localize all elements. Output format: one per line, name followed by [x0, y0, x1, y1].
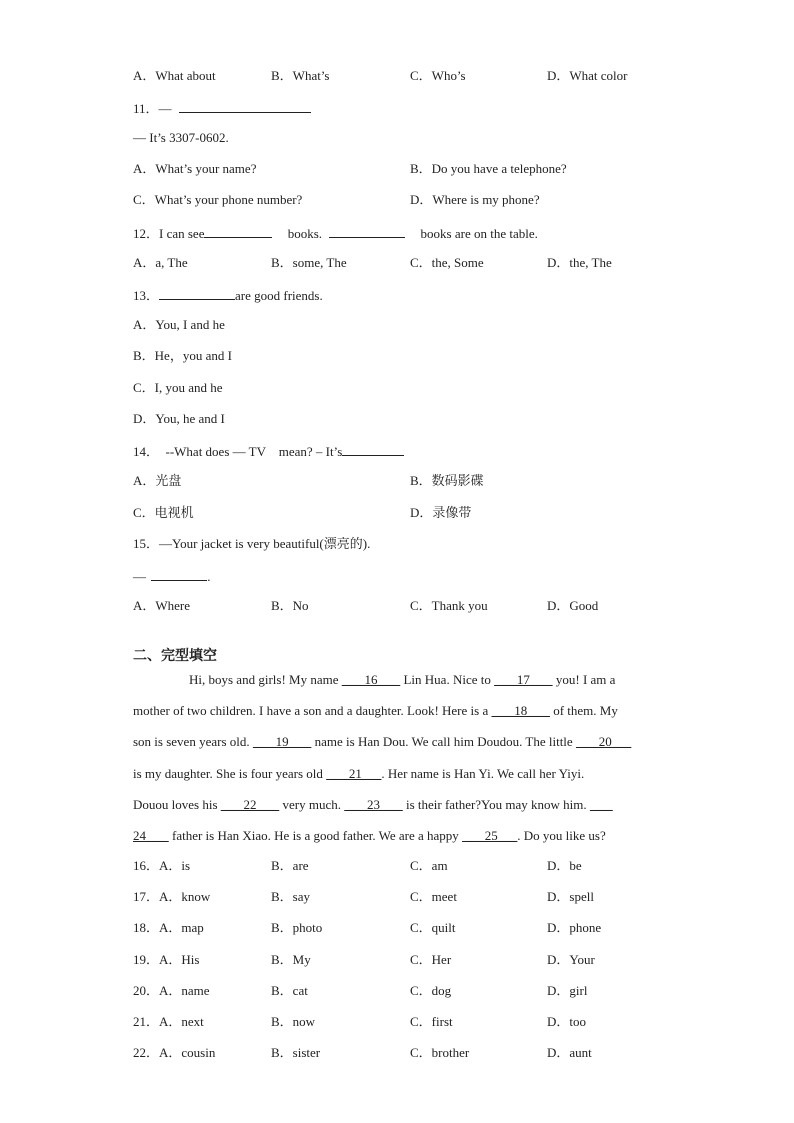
q10-option-c: C．Who’s [410, 68, 466, 83]
q13-stem: 13． are good friends. [133, 285, 323, 303]
q15-options [133, 597, 693, 615]
q11-option-b: B．Do you have a telephone? [410, 161, 567, 176]
q12-option-b: B．some, The [271, 255, 347, 270]
blank-24-start: ___ [589, 796, 613, 812]
q13-option-d: D．You, he and I [133, 411, 225, 426]
choice-16-a: 16．A．is [133, 858, 191, 873]
q12-blank-2 [329, 223, 405, 238]
blank-18: ___18___ [491, 703, 550, 719]
choice-18-a: 18．A．map [133, 920, 204, 935]
choice-21-d: D．too [547, 1014, 587, 1029]
choice-20-d: D．girl [547, 983, 588, 998]
passage-line-1: Hi, boys and girls! My name ___16___ Lin Hua. Nice to ___17___ you! I am a [189, 672, 616, 687]
choice-row-17 [133, 888, 693, 906]
choice-17-b: B．say [271, 889, 311, 904]
passage-line-5: Douou loves his ___22___ very much. ___23___ is their father?You may know him. ___ [133, 796, 613, 812]
q11-option-d: D．Where is my phone? [410, 192, 540, 207]
choice-18-d: D．phone [547, 920, 602, 935]
passage-line-3: son is seven years old. ___19___ name is Han Dou. We call him Doudou. The little ___20___ [133, 734, 632, 750]
blank-21: ___21___ [326, 765, 382, 781]
q14-option-b: B．数码影碟 [410, 473, 484, 488]
q14-option-a: A．光盘 [133, 473, 182, 488]
choice-22-a: 22．A．cousin [133, 1045, 216, 1060]
passage-line-6: 24___ father is Han Xiao. He is a good father. We are a happy ___25___. Do you like us? [133, 828, 606, 844]
choice-21-a: 21．A．next [133, 1014, 204, 1029]
blank-19: ___19___ [252, 734, 312, 750]
blank-17: ___17___ [494, 672, 553, 687]
choice-20-c: C．dog [410, 983, 452, 998]
choice-19-a: 19．A．His [133, 952, 200, 967]
choice-18-b: B．photo [271, 920, 323, 935]
choice-22-c: C．brother [410, 1045, 470, 1060]
choice-19-c: C．Her [410, 952, 452, 967]
q11-blank [179, 98, 311, 113]
q14-stem: 14． --What does — TV mean? – It’s [133, 441, 404, 459]
q10-option-a: A．What about [133, 68, 216, 83]
q11-option-a: A．What’s your name? [133, 161, 257, 176]
choice-17-a: 17．A．know [133, 889, 211, 904]
q15-option-c: C．Thank you [410, 598, 488, 613]
choice-row-21 [133, 1013, 693, 1031]
choice-row-20 [133, 982, 693, 1000]
passage-line-4: is my daughter. She is four years old ___21___. Her name is Han Yi. We call her Yiyi. [133, 765, 585, 781]
choice-row-22 [133, 1044, 693, 1062]
cloze-passage [133, 664, 653, 851]
q13-option-a: A．You, I and he [133, 317, 225, 332]
q10-option-b: B．What’s [271, 68, 330, 83]
q12-options [133, 254, 693, 272]
choice-19-d: D．Your [547, 952, 595, 967]
q15-option-d: D．Good [547, 598, 599, 613]
passage-line-2: mother of two children. I have a son and a daughter. Look! Here is a ___18___ of them. My [133, 703, 618, 719]
blank-16: ___16___ [341, 672, 401, 687]
q15-blank [151, 566, 207, 581]
choice-17-c: C．meet [410, 889, 457, 904]
q15-option-b: B．No [271, 598, 309, 613]
q15-stem: 15．—Your jacket is very beautiful(漂亮的). [133, 536, 371, 551]
q10-option-d: D．What color [547, 68, 628, 83]
q14-blank [342, 441, 404, 456]
q13-blank [159, 285, 235, 300]
q12-option-a: A．a, The [133, 255, 188, 270]
q14-option-d: D．录像带 [410, 505, 472, 520]
q11-stem: 11．— [133, 98, 311, 116]
choice-17-d: D．spell [547, 889, 594, 904]
choice-21-b: B．now [271, 1014, 316, 1029]
q11-answer-line: — It’s 3307-0602. [133, 130, 229, 145]
choice-22-d: D．aunt [547, 1045, 592, 1060]
choice-row-19 [133, 951, 693, 969]
blank-25: ___25___ [462, 828, 518, 844]
q15-option-a: A．Where [133, 598, 191, 613]
choice-20-a: 20．A．name [133, 983, 210, 998]
q10-options [133, 67, 693, 85]
choice-21-c: C．first [410, 1014, 453, 1029]
q14-option-c: C．电视机 [133, 505, 194, 520]
q12-blank-1 [204, 223, 272, 238]
choice-19-b: B．My [271, 952, 311, 967]
q12-option-d: D．the, The [547, 255, 612, 270]
choice-16-b: B．are [271, 858, 309, 873]
blank-23: ___23___ [344, 796, 403, 812]
q14-options-row1 [133, 472, 693, 490]
choice-row-16 [133, 857, 693, 875]
q11-options-row1 [133, 160, 693, 178]
choice-row-18 [133, 919, 693, 937]
q13-option-c: C．I, you and he [133, 380, 223, 395]
choice-16-d: D．be [547, 858, 582, 873]
q12-stem: 12．I can see books. books are on the table. [133, 223, 538, 241]
choice-18-c: C．quilt [410, 920, 456, 935]
q12-option-c: C．the, Some [410, 255, 484, 270]
q14-options-row2 [133, 504, 693, 522]
choice-20-b: B．cat [271, 983, 308, 998]
blank-24-end: 24___ [133, 828, 169, 844]
section-title: 二、完型填空 [133, 648, 217, 664]
q11-options-row2 [133, 191, 693, 209]
q11-option-c: C．What’s your phone number? [133, 192, 303, 207]
choice-16-c: C．am [410, 858, 448, 873]
q13-option-b: B．He，you and I [133, 348, 232, 363]
choice-22-b: B．sister [271, 1045, 321, 1060]
blank-20: ___20___ [575, 734, 632, 750]
q15-reply: — . [133, 566, 211, 584]
blank-22: ___22___ [220, 796, 280, 812]
